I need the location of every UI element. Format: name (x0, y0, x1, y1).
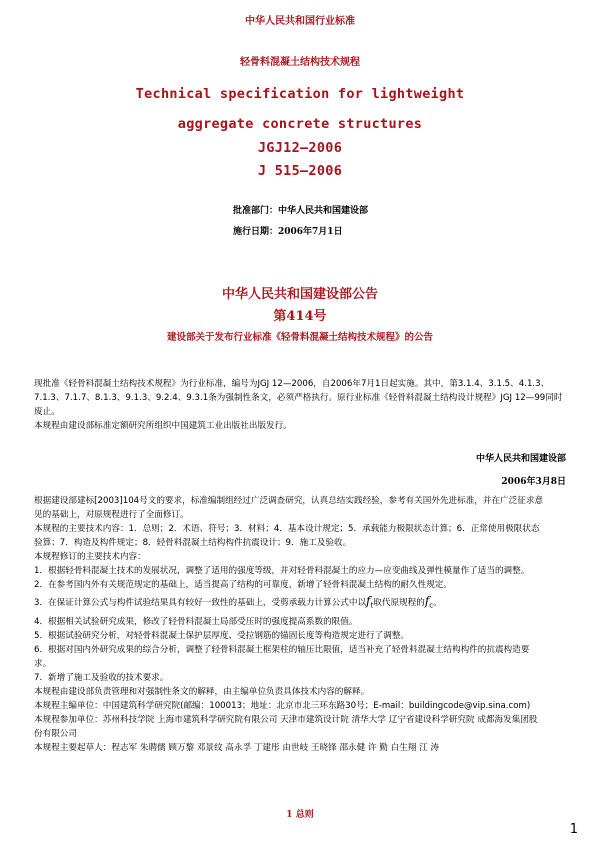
paragraph-line: 份有限公司 (34, 728, 77, 739)
paragraph-line: 本规程修订的主要技术内容： (34, 552, 146, 562)
signature-date: 2006年3月8日 (501, 477, 566, 487)
signature-organization: 中华人民共和国建设部 (475, 454, 566, 464)
paragraph-line: 4．根据相关试验研究成果，修改了轻骨料混凝土局部受压时的强度提高系数的限值。 (34, 616, 358, 627)
paragraph-line: 本规程的主要技术内容：1．总则；2．术语、符号；3．材料；4．基本设计规定；5．承载能力极限状态计算；6．正常使用极限状态 (34, 524, 540, 534)
paragraph-line: 7.1.3、7.1.7、8.1.3、9.1.3、9.2.4、9.3.1条为强制性条文，必须严格执行。原行业标准《轻骨料混凝土结构设计规程》JGJ 12—99同时 (34, 393, 563, 403)
section-footer-label: 1 总则 (286, 810, 314, 820)
paragraph-line: 废止。 (34, 407, 60, 417)
paragraph-line: 7．新增了施工及验收的技术要求。 (34, 672, 169, 683)
announcement-number: 第414号 (273, 309, 327, 324)
document-title-en-line1: Technical specification for lightweight (135, 86, 465, 102)
formula-line (34, 592, 570, 615)
paragraph-line: 见的基础上，对原规程进行了全面修订。 (34, 510, 189, 520)
standard-code-jgj: JGJ12—2006 (257, 140, 343, 156)
preface-body (34, 494, 570, 755)
paragraph-line: 本规程主要起草人：程志军 朱聘儒 顾万黎 邓景纹 高永孚 丁建彤 由世岐 王晓锋 邵永健 许 勤 白生翔 江 涛 (34, 742, 440, 753)
paragraph-line: 2．在参考国内外有关规范规定的基础上，适当提高了结构的可靠度，新增了轻骨料混凝土结构的耐久性规定。 (34, 580, 452, 590)
paragraph-line: 验算；7．构造及构件规定；8．轻骨料混凝土结构构件抗震设计；9．施工及验收。 (34, 538, 352, 548)
standard-category: 中华人民共和国行业标准 (245, 16, 355, 27)
document-title-en-line2: aggregate concrete structures (177, 116, 423, 132)
symbol-f: f (424, 594, 430, 608)
paragraph-line: 求。 (34, 658, 52, 669)
formula-text-c: 。 (433, 598, 442, 608)
announcement-body (34, 377, 570, 433)
announcement-subject: 建设部关于发布行业标准《轻骨料混凝土结构技术规程》的公告 (166, 332, 433, 343)
paragraph-line: 本规程由建设部标准定额研究所组织中国建筑工业出版社出版发行。 (34, 421, 292, 431)
paragraph-line: 6．根据对国内外研究成果的综合分析，调整了轻骨料混凝土框架柱的轴压比限值，适当补充了轻骨料混凝土结构构件的抗震构造要 (34, 644, 530, 655)
paragraph-line: 本规程由建设部负责管理和对强制性条文的解释，由主编单位负责具体技术内容的解释。 (34, 686, 370, 697)
approving-department: 批准部门：中华人民共和国建设部 (233, 206, 369, 216)
standard-code-j: J 515—2006 (257, 163, 343, 179)
paragraph-line: 本规程主编单位：中国建筑科学研究院(邮编：100013；地址：北京市北三环东路30号；E-mail：buildingcode@vip.sina.com) (34, 700, 531, 711)
paragraph-line: 5．根据试验研究分析，对轻骨料混凝土保护层厚度、受拉钢筋的锚固长度等构造规定进行了调整。 (34, 630, 410, 641)
subscript-t: t (370, 601, 374, 610)
paragraph-line: 本规程参加单位：苏州科技学院 上海市建筑科学研究院有限公司 天津市建筑设计院 清华大学 辽宁省建设科学研究院 成都海发集团股 (34, 714, 538, 725)
subscript-c: c (429, 601, 434, 610)
paragraph-line: 现批准《轻骨料混凝土结构技术规程》为行业标准，编号为JGJ 12—2006，自2006年7月1日起实施。其中，第3.1.4、3.1.5、4.1.3、 (34, 379, 550, 389)
announcement-issuer: 中华人民共和国建设部公告 (221, 287, 378, 302)
formula-text-b: 取代原规程的 (373, 598, 425, 608)
formula-text-a: 3．在保证计算公式与构件试验结果具有较好一致性的基础上，受剪承载力计算公式中以 (34, 598, 367, 608)
page-number: 1 (569, 822, 578, 837)
paragraph-line: 根据建设部建标[2003]104号文的要求，标准编制组经过广泛调查研究，认真总结实践经验，参考有关国外先进标准，并在广泛征求意 (34, 496, 544, 506)
paragraph-line: 1．根据轻骨料混凝土技术的发展状况，调整了适用的强度等级，并对轻骨料混凝土的应力—应变曲线及弹性模量作了适当的调整。 (34, 566, 530, 576)
symbol-f: f (366, 594, 371, 608)
document-title-cn: 轻骨料混凝土结构技术规程 (240, 57, 360, 68)
effective-date: 施行日期：2006年7月1日 (233, 227, 343, 237)
